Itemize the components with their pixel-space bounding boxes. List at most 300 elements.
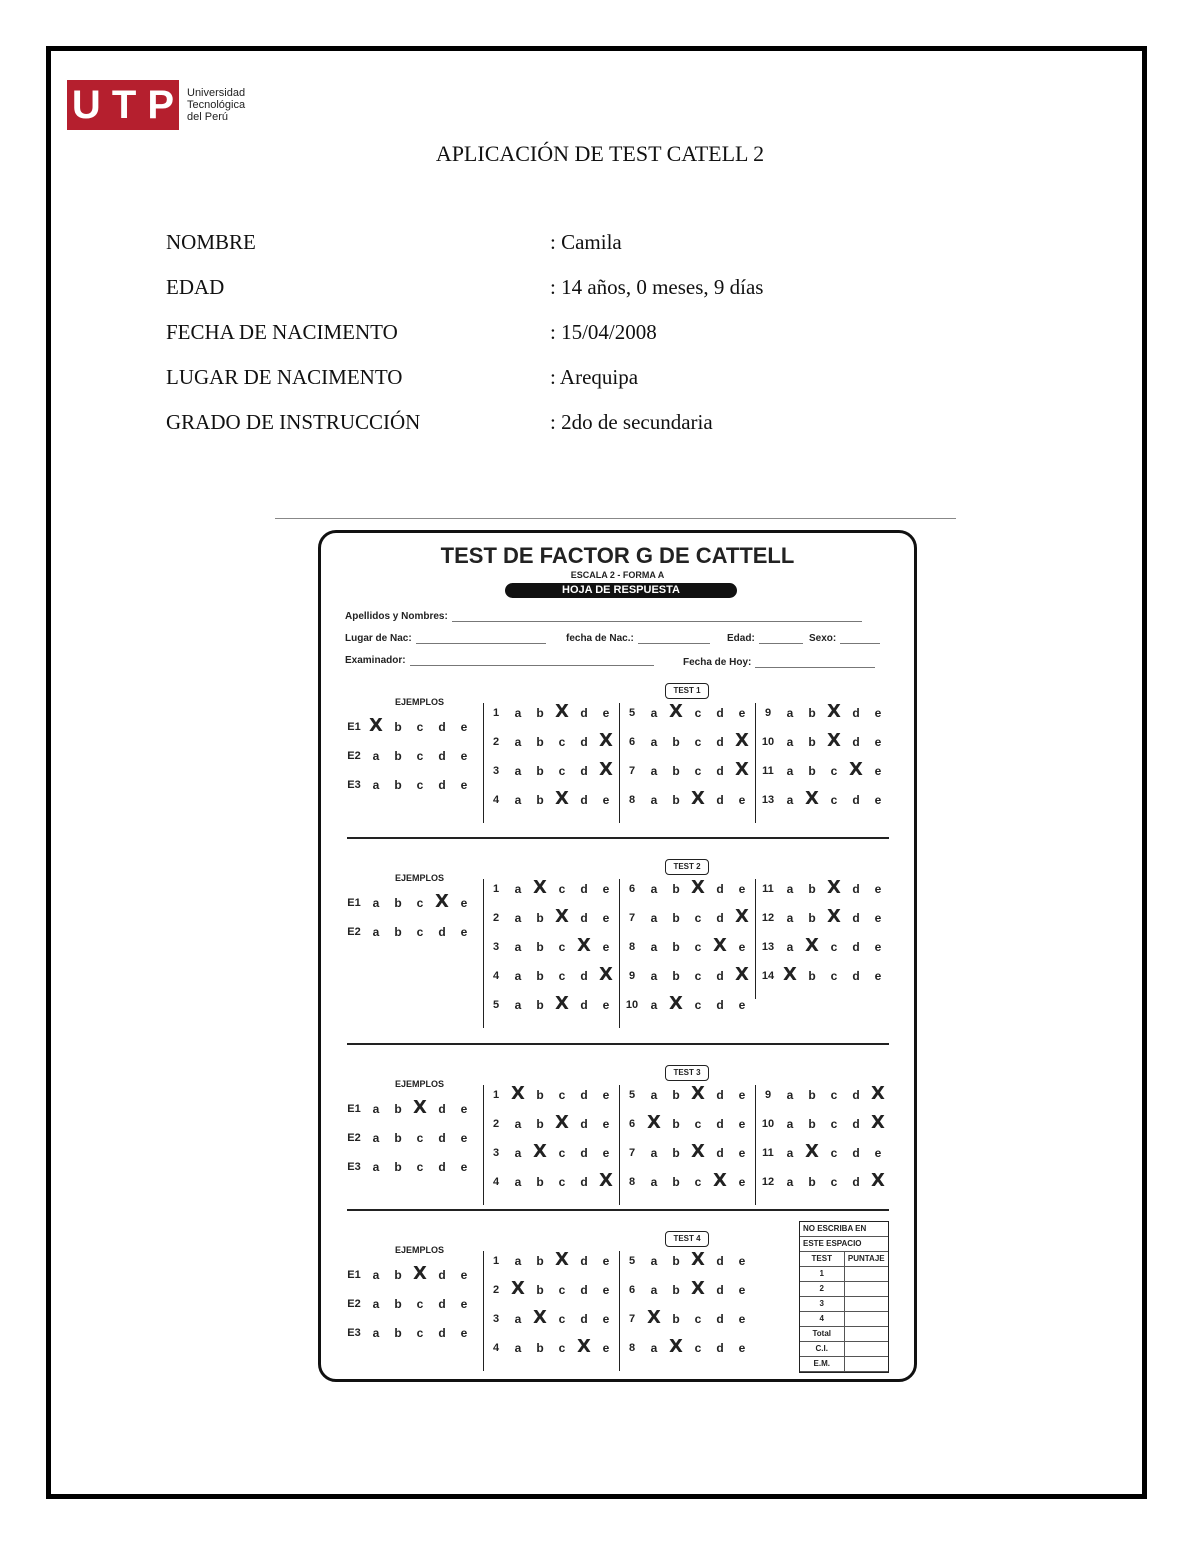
answer-row — [757, 732, 889, 752]
item-number: 9 — [764, 707, 772, 719]
option-c — [551, 1117, 573, 1131]
item-number: 14 — [761, 970, 775, 982]
logo-brand: U T P — [71, 82, 175, 127]
logo-text — [187, 87, 245, 123]
option-d: d — [438, 749, 446, 763]
item-number: 2 — [492, 1284, 500, 1296]
option-e: e — [460, 896, 468, 910]
test-label: TEST 3 — [665, 1065, 709, 1081]
option-c: c — [416, 896, 424, 910]
option-b: b — [672, 882, 680, 896]
answer-row — [621, 732, 753, 752]
answer-row — [343, 775, 475, 795]
item-number: 7 — [628, 765, 636, 777]
answer-row — [621, 703, 753, 723]
option-b: b — [672, 1088, 680, 1102]
student-info — [166, 230, 763, 455]
item-number: 1 — [492, 1089, 500, 1101]
sheet-subtitle: ESCALA 2 - FORMA A — [570, 570, 665, 580]
item-number: 3 — [492, 765, 500, 777]
answer-row — [757, 1085, 889, 1105]
field-label: Fecha de Hoy: — [683, 657, 752, 668]
option-e — [595, 764, 617, 778]
option-e: e — [874, 706, 882, 720]
info-value: : Arequipa — [550, 365, 639, 389]
answer-row — [621, 1309, 753, 1329]
option-c: c — [558, 735, 566, 749]
answer-sheet-image — [318, 530, 917, 1382]
item-number: 9 — [628, 970, 636, 982]
answer-row — [757, 966, 889, 986]
item-number: E2 — [347, 750, 361, 762]
answer-row — [343, 1323, 475, 1343]
option-a: a — [650, 1283, 658, 1297]
column-separator — [619, 879, 620, 1028]
option-d: d — [716, 764, 724, 778]
score-col-puntaje: PUNTAJE — [847, 1254, 885, 1263]
option-e: e — [874, 764, 882, 778]
option-c: c — [694, 764, 702, 778]
item-number: 1 — [492, 707, 500, 719]
item-number: 11 — [762, 883, 774, 895]
item-number: 7 — [628, 1147, 636, 1159]
option-e: e — [738, 998, 746, 1012]
field-fecha-nac — [566, 633, 710, 644]
column-separator — [755, 703, 756, 823]
item-number: 10 — [761, 736, 775, 748]
answer-row — [621, 1280, 753, 1300]
sheet-title: TEST DE FACTOR G DE CATTELL — [440, 543, 795, 568]
option-d: d — [716, 706, 724, 720]
option-d: d — [852, 1088, 860, 1102]
option-a: a — [650, 882, 658, 896]
logo-line: Universidad — [187, 87, 246, 99]
option-d: d — [438, 778, 446, 792]
answer-row — [757, 761, 889, 781]
item-number: 13 — [761, 794, 775, 806]
option-b: b — [394, 896, 402, 910]
option-a: a — [514, 998, 522, 1012]
option-a: a — [650, 1254, 658, 1268]
option-c: c — [558, 940, 566, 954]
option-d: d — [716, 735, 724, 749]
option-b: b — [536, 764, 544, 778]
option-c: c — [416, 1297, 424, 1311]
option-a: a — [786, 940, 794, 954]
option-b: b — [672, 940, 680, 954]
info-row — [166, 320, 763, 365]
option-e: e — [460, 1268, 468, 1282]
option-e: e — [874, 940, 882, 954]
option-e: e — [602, 1283, 610, 1297]
option-c — [409, 1102, 431, 1116]
field-sexo — [809, 633, 880, 644]
column-separator — [483, 703, 484, 823]
option-a: a — [786, 1088, 794, 1102]
option-d: d — [438, 1160, 446, 1174]
item-number: 4 — [492, 970, 500, 982]
document-title: APLICACIÓN DE TEST CATELL 2 — [435, 141, 765, 166]
option-a: a — [786, 1146, 794, 1160]
info-row — [166, 410, 763, 455]
option-d — [573, 940, 595, 954]
answer-row — [485, 1280, 617, 1300]
score-row — [800, 1312, 888, 1327]
option-e: e — [738, 1283, 746, 1297]
option-b: b — [672, 1312, 680, 1326]
option-c — [551, 911, 573, 925]
option-a: a — [650, 911, 658, 925]
option-d: d — [716, 1312, 724, 1326]
option-d: d — [438, 1131, 446, 1145]
option-c: c — [694, 1175, 702, 1189]
option-a: a — [650, 764, 658, 778]
option-c: c — [558, 1175, 566, 1189]
answer-row — [621, 966, 753, 986]
score-row-value — [845, 1357, 889, 1371]
item-number: 9 — [764, 1089, 772, 1101]
option-a: a — [514, 969, 522, 983]
option-e — [731, 969, 753, 983]
score-header-1: NO ESCRIBA EN — [800, 1222, 888, 1237]
option-a: a — [786, 911, 794, 925]
answer-row — [485, 732, 617, 752]
option-a — [507, 1088, 529, 1102]
option-a: a — [514, 793, 522, 807]
option-c: c — [830, 793, 838, 807]
field-label: Sexo: — [809, 633, 837, 644]
item-number: 3 — [492, 1313, 500, 1325]
info-row — [166, 230, 763, 275]
option-c: c — [694, 969, 702, 983]
option-d: d — [580, 735, 588, 749]
field-nombres — [345, 611, 862, 622]
item-number: 2 — [492, 912, 500, 924]
option-b: b — [536, 911, 544, 925]
option-b: b — [394, 1268, 402, 1282]
info-value: : 2do de secundaria — [550, 410, 713, 434]
option-a: a — [650, 1146, 658, 1160]
option-b: b — [672, 735, 680, 749]
option-e: e — [460, 720, 468, 734]
option-e: e — [602, 1146, 610, 1160]
answer-row — [485, 1085, 617, 1105]
info-label: FECHA DE NACIMENTO — [166, 320, 398, 344]
option-b — [529, 1312, 551, 1326]
field-label: Lugar de Nac: — [345, 633, 412, 644]
option-b: b — [394, 1102, 402, 1116]
answer-row — [485, 761, 617, 781]
option-d: d — [580, 793, 588, 807]
score-row-label: 3 — [800, 1297, 845, 1311]
option-b: b — [536, 998, 544, 1012]
answer-row — [757, 703, 889, 723]
column-separator — [619, 1085, 620, 1205]
option-a: a — [786, 764, 794, 778]
option-c: c — [416, 925, 424, 939]
score-row-value — [845, 1312, 889, 1326]
item-number: 5 — [492, 999, 500, 1011]
option-c: c — [558, 1146, 566, 1160]
answer-row — [343, 1265, 475, 1285]
field-lugar — [345, 633, 546, 644]
answer-row — [757, 937, 889, 957]
option-e: e — [460, 1297, 468, 1311]
item-number: E2 — [347, 1132, 361, 1144]
logo-line: Tecnológica — [187, 99, 246, 111]
option-a: a — [372, 1131, 380, 1145]
option-a: a — [786, 1175, 794, 1189]
answer-row — [343, 1099, 475, 1119]
option-e: e — [874, 1146, 882, 1160]
option-b: b — [536, 1175, 544, 1189]
score-row-value — [845, 1282, 889, 1296]
answer-row — [621, 790, 753, 810]
item-number: 8 — [628, 1342, 636, 1354]
option-c: c — [416, 1326, 424, 1340]
option-c: c — [558, 1312, 566, 1326]
score-row-value — [845, 1297, 889, 1311]
logo-line: del Perú — [187, 111, 228, 123]
option-c: c — [416, 1160, 424, 1174]
option-c: c — [830, 940, 838, 954]
answer-row — [621, 1114, 753, 1134]
answer-row — [621, 879, 753, 899]
answer-row — [343, 1157, 475, 1177]
option-a — [507, 1283, 529, 1297]
item-number: 6 — [628, 1118, 636, 1130]
answer-row — [485, 1309, 617, 1329]
answer-row — [485, 1251, 617, 1271]
option-e: e — [602, 706, 610, 720]
option-b: b — [536, 1117, 544, 1131]
answer-row — [621, 1172, 753, 1192]
option-a: a — [650, 969, 658, 983]
option-c: c — [830, 969, 838, 983]
option-d: d — [852, 940, 860, 954]
item-number: E3 — [347, 779, 361, 791]
option-b: b — [394, 749, 402, 763]
option-b: b — [536, 1254, 544, 1268]
info-label: EDAD — [166, 275, 225, 299]
score-row — [800, 1282, 888, 1297]
option-c: c — [694, 1117, 702, 1131]
option-e: e — [602, 1312, 610, 1326]
option-d: d — [580, 1312, 588, 1326]
utp-logo — [67, 80, 245, 130]
option-d: d — [716, 1254, 724, 1268]
info-row — [166, 275, 763, 320]
option-c — [687, 1283, 709, 1297]
item-number: E1 — [347, 721, 361, 733]
option-d: d — [852, 706, 860, 720]
section-divider — [347, 1043, 889, 1045]
answer-row — [485, 879, 617, 899]
option-d: d — [716, 969, 724, 983]
option-c: c — [694, 940, 702, 954]
option-b — [665, 706, 687, 720]
option-d: d — [580, 706, 588, 720]
column-separator — [483, 1251, 484, 1371]
option-c — [687, 882, 709, 896]
option-e — [867, 1117, 889, 1131]
item-number: 4 — [492, 1342, 500, 1354]
option-d: d — [580, 1175, 588, 1189]
field-label: Edad: — [727, 633, 755, 644]
option-d: d — [716, 793, 724, 807]
answer-row — [757, 790, 889, 810]
option-a: a — [372, 925, 380, 939]
option-a: a — [650, 706, 658, 720]
item-number: 3 — [492, 941, 500, 953]
option-b — [665, 1341, 687, 1355]
option-e — [595, 969, 617, 983]
option-b: b — [808, 882, 816, 896]
option-b — [529, 882, 551, 896]
answer-row — [485, 790, 617, 810]
option-d: d — [580, 882, 588, 896]
item-number: E1 — [347, 1269, 361, 1281]
option-d: d — [716, 1341, 724, 1355]
field-examinador — [345, 655, 654, 666]
info-label: NOMBRE — [166, 230, 256, 254]
item-number: 6 — [628, 736, 636, 748]
option-a: a — [514, 1341, 522, 1355]
option-a: a — [650, 1088, 658, 1102]
option-c — [551, 998, 573, 1012]
option-e — [595, 735, 617, 749]
option-d: d — [438, 1268, 446, 1282]
option-a: a — [786, 793, 794, 807]
score-row-label: 4 — [800, 1312, 845, 1326]
answer-row — [343, 922, 475, 942]
answer-row — [343, 717, 475, 737]
column-separator — [619, 1251, 620, 1371]
option-b: b — [536, 706, 544, 720]
option-a — [365, 720, 387, 734]
option-b: b — [536, 735, 544, 749]
answer-row — [621, 908, 753, 928]
option-b: b — [394, 720, 402, 734]
option-e: e — [874, 969, 882, 983]
option-b: b — [672, 1175, 680, 1189]
item-number: E2 — [347, 926, 361, 938]
option-e — [867, 1088, 889, 1102]
option-b: b — [394, 1326, 402, 1340]
option-a: a — [514, 1146, 522, 1160]
option-b: b — [672, 969, 680, 983]
option-d: d — [852, 1117, 860, 1131]
option-c: c — [558, 969, 566, 983]
option-d: d — [580, 764, 588, 778]
item-number: 5 — [628, 1089, 636, 1101]
answer-row — [621, 761, 753, 781]
option-d: d — [716, 911, 724, 925]
option-a: a — [786, 706, 794, 720]
option-d: d — [852, 1146, 860, 1160]
item-number: 5 — [628, 1255, 636, 1267]
item-number: 6 — [628, 1284, 636, 1296]
answer-row — [485, 966, 617, 986]
option-e: e — [874, 793, 882, 807]
item-number: 10 — [761, 1118, 775, 1130]
option-b: b — [394, 1160, 402, 1174]
option-e: e — [738, 793, 746, 807]
section-divider — [347, 1209, 889, 1211]
option-c: c — [830, 1175, 838, 1189]
option-d: d — [580, 1088, 588, 1102]
option-d: d — [716, 1088, 724, 1102]
option-a: a — [514, 1312, 522, 1326]
examples-heading: EJEMPLOS — [395, 1245, 445, 1255]
examples-heading: EJEMPLOS — [395, 1079, 445, 1089]
item-number: 2 — [492, 1118, 500, 1130]
option-a: a — [650, 940, 658, 954]
option-a: a — [514, 882, 522, 896]
option-d: d — [852, 793, 860, 807]
option-d: d — [438, 720, 446, 734]
score-row-label: E.M. — [800, 1357, 845, 1371]
option-d: d — [438, 1102, 446, 1116]
option-b: b — [536, 1088, 544, 1102]
option-e: e — [738, 882, 746, 896]
option-c: c — [830, 764, 838, 778]
column-separator — [755, 1085, 756, 1205]
option-a: a — [786, 1117, 794, 1131]
option-d: d — [852, 1175, 860, 1189]
option-e: e — [602, 793, 610, 807]
option-b — [801, 940, 823, 954]
option-d: d — [580, 998, 588, 1012]
item-number: 12 — [761, 1176, 775, 1188]
answer-row — [757, 879, 889, 899]
scan-edge-line — [275, 518, 956, 519]
option-e: e — [602, 882, 610, 896]
score-row-label: 2 — [800, 1282, 845, 1296]
item-number: 11 — [762, 1147, 774, 1159]
option-a: a — [372, 1268, 380, 1282]
option-a: a — [514, 1117, 522, 1131]
answer-row — [485, 937, 617, 957]
answer-row — [621, 1251, 753, 1271]
item-number: 7 — [628, 1313, 636, 1325]
option-b: b — [672, 911, 680, 925]
option-e: e — [602, 1254, 610, 1268]
option-e: e — [460, 1160, 468, 1174]
logo-mark — [67, 80, 179, 130]
field-label: Examinador: — [345, 655, 406, 666]
option-e: e — [738, 1146, 746, 1160]
option-d: d — [716, 1146, 724, 1160]
score-col-test: TEST — [800, 1252, 845, 1266]
field-fecha-hoy — [683, 657, 875, 668]
option-d — [431, 896, 453, 910]
option-c — [409, 1268, 431, 1282]
column-separator — [483, 879, 484, 1028]
option-b: b — [536, 969, 544, 983]
answer-row — [485, 908, 617, 928]
option-e: e — [602, 998, 610, 1012]
item-number: 4 — [492, 794, 500, 806]
option-e: e — [738, 706, 746, 720]
option-c: c — [694, 998, 702, 1012]
field-label: Apellidos y Nombres: — [345, 611, 448, 622]
item-number: 12 — [761, 912, 775, 924]
score-row-label: Total — [800, 1327, 845, 1341]
answer-row — [757, 1143, 889, 1163]
answer-row — [621, 1085, 753, 1105]
option-e: e — [460, 1131, 468, 1145]
